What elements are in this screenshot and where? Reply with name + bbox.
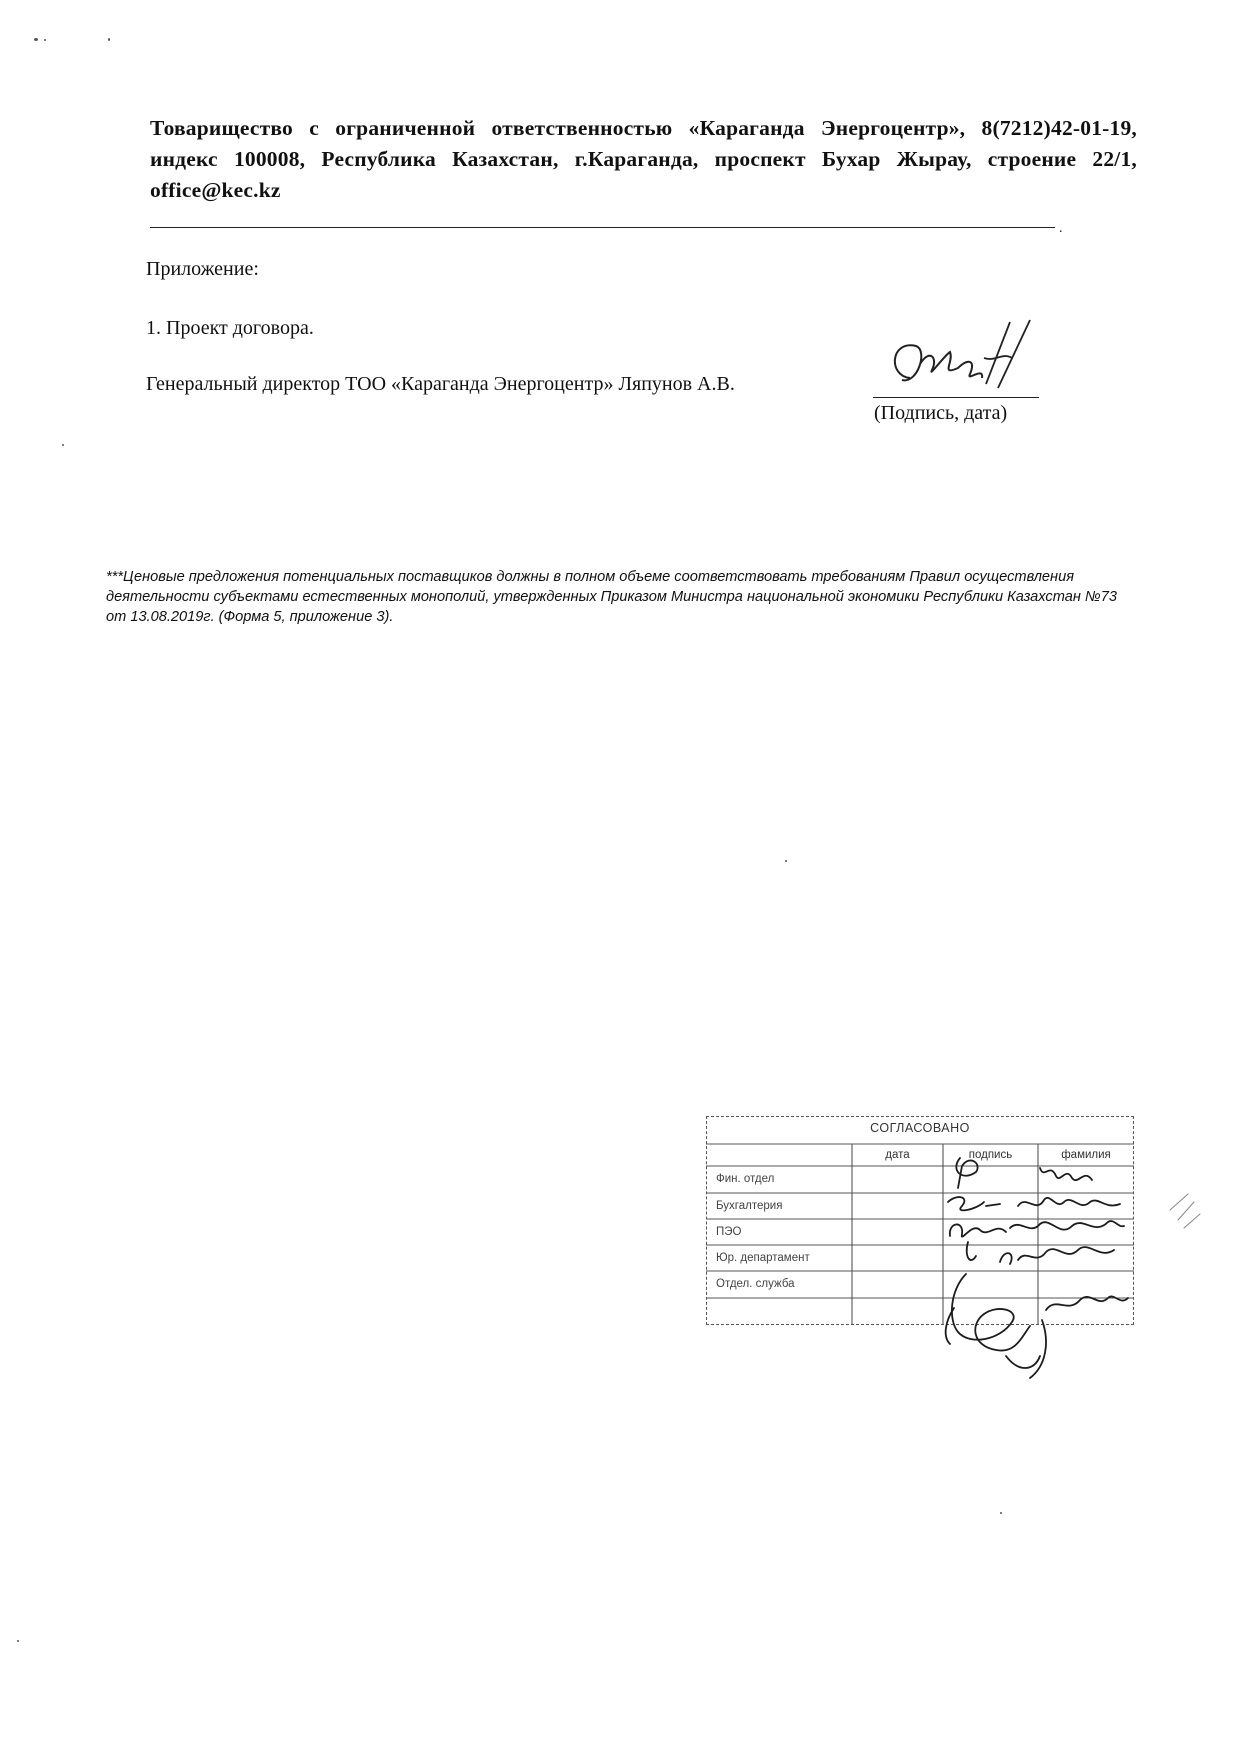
stamp-row-label: Юр. департамент bbox=[716, 1252, 810, 1264]
signature-row1-sign bbox=[956, 1158, 977, 1188]
stamp-signatures bbox=[700, 1110, 1220, 1380]
footnote: ***Ценовые предложения потенциальных поставщиков должны в полном объеме соответствовать требованиям Правил осуществления деятельности субъектами естественных монополий, утвержденных Приказом Министра национальной экономики Республики Казахстан №73 от 13.08.2019г. (Форма 5, приложение 3). bbox=[106, 569, 1117, 625]
signature-row1-name bbox=[1040, 1168, 1092, 1180]
scan-speck bbox=[34, 38, 38, 41]
divider-dot: . bbox=[1059, 221, 1063, 236]
signer-line: Генеральный директор ТОО «Караганда Энергоцентр» Ляпунов А.В. bbox=[146, 373, 735, 395]
scan-speck bbox=[17, 1640, 19, 1642]
signature-row2-sign bbox=[948, 1197, 1000, 1210]
stamp-col-date: дата bbox=[885, 1149, 910, 1161]
attachments-label: Приложение: bbox=[146, 258, 259, 280]
scan-speck bbox=[62, 444, 64, 446]
stamp-col-signature: подпись bbox=[968, 1149, 1013, 1161]
signature-row3-name bbox=[1010, 1221, 1124, 1230]
scan-speck bbox=[1000, 1512, 1002, 1514]
scan-speck bbox=[44, 39, 46, 41]
signature-row4-sign bbox=[967, 1242, 976, 1260]
stamp-row-label: ПЭО bbox=[716, 1226, 742, 1238]
signature-flourish bbox=[952, 1274, 1030, 1351]
attachment-item: 1. Проект договора. bbox=[146, 317, 314, 339]
signature-caption: (Подпись, дата) bbox=[874, 402, 1008, 424]
signature-row2-name bbox=[1018, 1198, 1120, 1206]
director-signature bbox=[880, 318, 1040, 404]
stamp-title: СОГЛАСОВАНО bbox=[870, 1121, 970, 1135]
signature-row4-name bbox=[1000, 1247, 1114, 1264]
stamp-row-label: Бухгалтерия bbox=[716, 1200, 783, 1212]
scan-speck bbox=[108, 38, 110, 41]
organization-header: Товарищество с ограниченной ответственностью «Караганда Энергоцентр», 8(7212)42-01-19, индекс 100008, Республика Казахстан, г.Караганда, проспект Бухар Жырау, строение 22/1, office@kec.kz bbox=[150, 116, 1137, 202]
header-divider bbox=[150, 227, 1055, 228]
scan-speck bbox=[785, 860, 787, 862]
stamp-row-label: Фин. отдел bbox=[716, 1173, 775, 1185]
signature-row3-sign bbox=[950, 1224, 1006, 1236]
stamp-col-surname: фамилия bbox=[1061, 1149, 1111, 1161]
signature-row6-name bbox=[1046, 1296, 1128, 1310]
stamp-row-label: Отдел. служба bbox=[716, 1278, 795, 1290]
